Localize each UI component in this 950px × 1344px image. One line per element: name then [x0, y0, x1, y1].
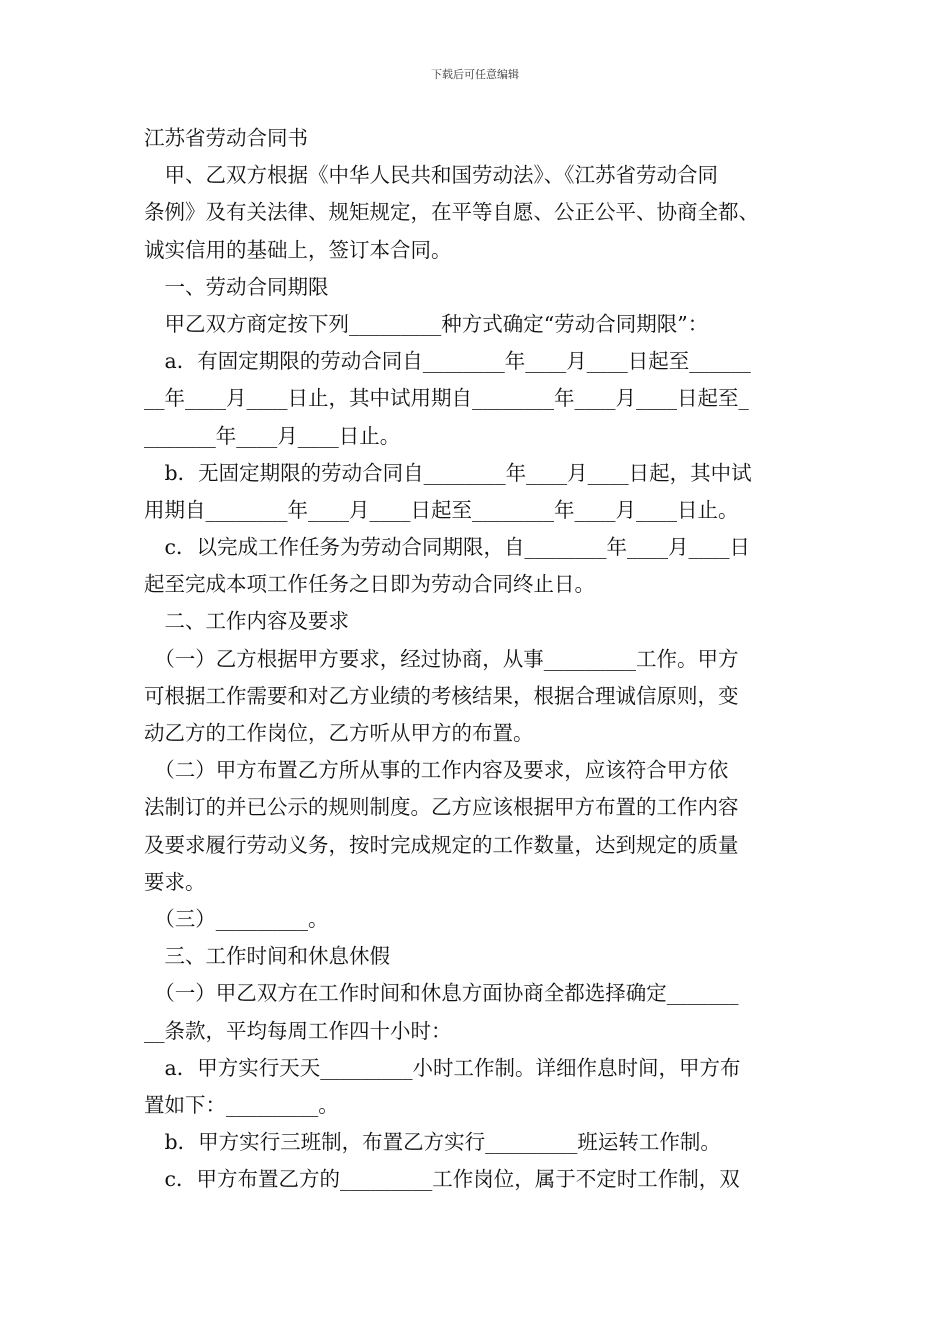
text-line: 法制订的并已公示的规则制度。乙方应该根据甲方布置的工作内容 [144, 795, 739, 820]
text-line: c．以完成工作任务为劳动合同期限，自________年____月____日 [144, 535, 750, 560]
text-line: 诚实信用的基础上，签订本合同。 [144, 237, 452, 262]
text-line: c．甲方布置乙方的_________工作岗位，属于不定时工作制，双 [144, 1167, 740, 1192]
text-line: （一）甲乙双方在工作时间和休息方面协商全都选择确定_______ [144, 981, 739, 1006]
document-body [144, 120, 822, 1198]
text-line: a．有固定期限的劳动合同自________年____月____日起至______ [144, 349, 751, 374]
text-line: 甲乙双方商定按下列_________种方式确定“劳动合同期限”： [144, 311, 709, 336]
text-line: 起至完成本项工作任务之日即为劳动合同终止日。 [144, 572, 595, 597]
text-line: __条款，平均每周工作四十小时： [144, 1018, 452, 1043]
text-line: 动乙方的工作岗位，乙方听从甲方的布置。 [144, 721, 534, 745]
text-line: 置如下：_________。 [144, 1092, 339, 1117]
text-line: _______年____月____日止。 [144, 423, 401, 448]
text-line: 用期自________年____月____日起至________年____月____日止。 [144, 497, 739, 522]
text-line: 甲、乙双方根据《中华人民共和国劳动法》、《江苏省劳动合同 [144, 163, 718, 188]
text-line: （二）甲方布置乙方所从事的工作内容及要求，应该符合甲方依 [144, 758, 729, 783]
text-line: 可根据工作需要和对乙方业绩的考核结果，根据合理诚信原则，变 [144, 683, 739, 708]
text-line: 要求。 [144, 869, 206, 894]
section-heading: 二、工作内容及要求 [144, 609, 349, 634]
text-line: b．甲方实行三班制，布置乙方实行_________班运转工作制。 [144, 1130, 721, 1155]
section-heading: 一、劳动合同期限 [144, 274, 329, 299]
text-line: __年____月____日止，其中试用期自________年____月____日起至_ [144, 386, 749, 411]
section-heading: 三、工作时间和休息休假 [144, 944, 390, 969]
document-title: 江苏省劳动合同书 [144, 126, 308, 150]
text-line: （三）_________。 [144, 906, 329, 931]
page-header: 下载后可任意编辑 [431, 68, 519, 81]
text-line: b．无固定期限的劳动合同自________年____月____日起，其中试 [144, 460, 752, 485]
text-line: a．甲方实行天天_________小时工作制。详细作息时间，甲方布 [144, 1055, 741, 1080]
text-line: （一）乙方根据甲方要求，经过协商，从事_________工作。甲方 [144, 646, 739, 671]
text-line: 及要求履行劳动义务，按时完成规定的工作数量，达到规定的质量 [144, 832, 739, 857]
text-line: 条例》及有关法律、规矩规定，在平等自愿、公正公平、协商全都、 [144, 200, 759, 225]
